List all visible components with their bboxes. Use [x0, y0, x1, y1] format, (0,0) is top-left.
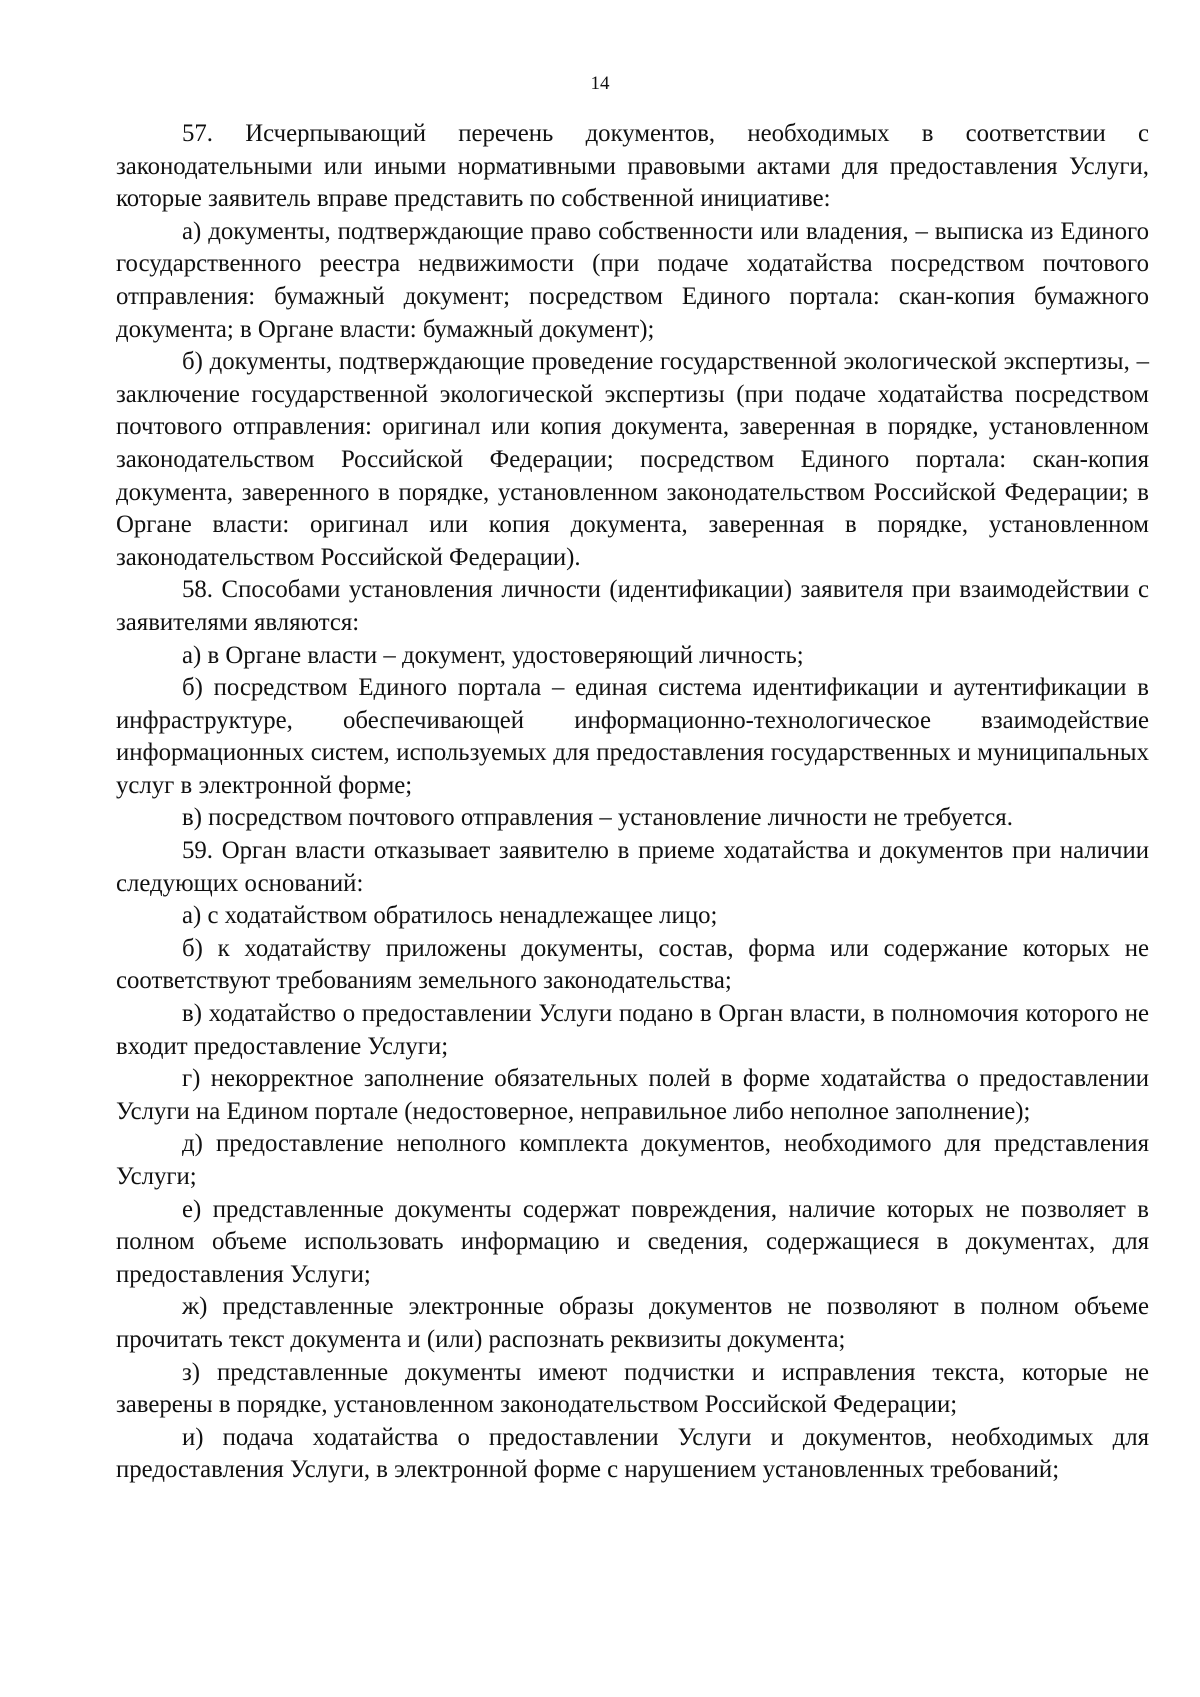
- paragraph-59: 59. Орган власти отказывает заявителю в приеме ходатайства и документов при наличии следующих оснований:: [116, 837, 1149, 897]
- paragraph-58-a: а) в Органе власти – документ, удостоверяющий личность;: [182, 641, 804, 669]
- paragraph-59-v: в) ходатайство о предоставлении Услуги подано в Орган власти, в полномочия которого не входит предоставление Услуги;: [116, 1000, 1149, 1060]
- paragraph-58-b: б) посредством Единого портала – единая система идентификации и аутентификации в инфраструктуре, обеспечивающей информационно-технологическое взаимодействие информационных систем, используемых для предоставления государственных и муниципальных услуг в электронной форме;: [116, 674, 1149, 799]
- paragraph-57: 57. Исчерпывающий перечень документов, необходимых в соответствии с законодательными или иными нормативными правовыми актами для предоставления Услуги, которые заявитель вправе представить по собственной инициативе:: [116, 120, 1149, 213]
- paragraph-59-e: е) представленные документы содержат повреждения, наличие которых не позволяет в полном объеме использовать информацию и сведения, содержащиеся в документах, для предоставления Услуги;: [116, 1195, 1149, 1288]
- paragraph-58-v: в) посредством почтового отправления – установление личности не требуется.: [182, 804, 1013, 832]
- paragraph-59-z: з) представленные документы имеют подчистки и исправления текста, которые не заверены в порядке, установленном законодательством Российской Федерации;: [116, 1358, 1149, 1419]
- page-number: 14: [590, 73, 610, 94]
- paragraph-59-a: а) с ходатайством обратилось ненадлежащее лицо;: [182, 902, 718, 930]
- document-body: [116, 118, 1149, 1487]
- paragraph-57-a: а) документы, подтверждающие право собственности или владения, – выписка из Единого государственного реестра недвижимости (при подаче ходатайства посредством почтового отправления: бумажный документ; посредством Единого портала: скан-копия бумажного документа; в Органе власти: бумажный документ);: [116, 217, 1149, 343]
- paragraph-58: 58. Способами установления личности (идентификации) заявителя при взаимодействии с заявителями являются:: [116, 576, 1149, 636]
- paragraph-57-b: б) документы, подтверждающие проведение государственной экологической экспертизы, – заключение государственной экологической экспертизы (при подаче ходатайства посредством почтового отправления: оригинал или копия документа, заверенная в порядке, установленном законодательством Российской Федерации; посредством Единого портала: скан-копия документа, заверенного в порядке, установленном законодательством Российской Федерации; в Органе власти: оригинал или копия документа, заверенная в порядке, установленном законодательством Российской Федерации).: [116, 348, 1149, 571]
- paragraph-59-i: и) подача ходатайства о предоставлении Услуги и документов, необходимых для предоставления Услуги, в электронной форме с нарушением установленных требований;: [116, 1423, 1149, 1484]
- paragraph-59-g: г) некорректное заполнение обязательных полей в форме ходатайства о предоставлении Услуги на Едином портале (недостоверное, неправильное либо неполное заполнение);: [116, 1065, 1149, 1125]
- paragraph-59-d: д) предоставление неполного комплекта документов, необходимого для представления Услуги;: [116, 1130, 1149, 1190]
- paragraph-59-b: б) к ходатайству приложены документы, состав, форма или содержание которых не соответствуют требованиям земельного законодательства;: [116, 934, 1149, 995]
- paragraph-59-zh: ж) представленные электронные образы документов не позволяют в полном объеме прочитать текст документа и (или) распознать реквизиты документа;: [116, 1293, 1149, 1353]
